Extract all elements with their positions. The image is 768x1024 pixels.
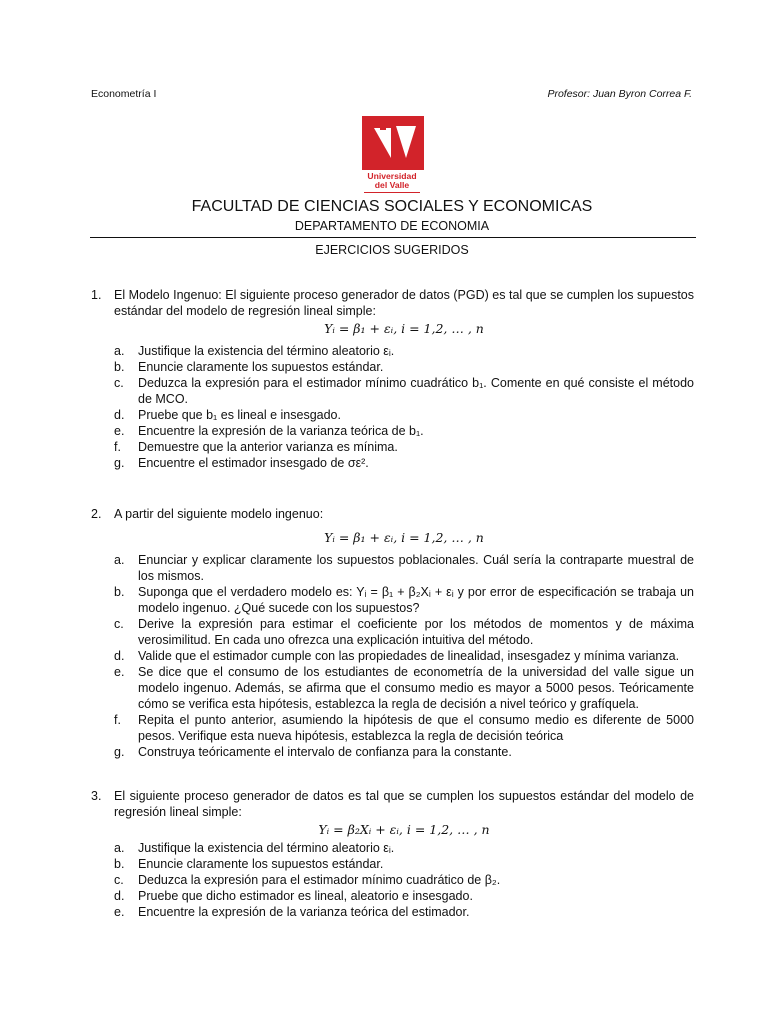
question-equation: Yᵢ = β₁ + εᵢ, i = 1,2, … , n bbox=[324, 530, 484, 545]
item-text: Deduzca la expresión para el estimador mínimo cuadrático de β₂. bbox=[138, 873, 501, 887]
item-text: Suponga que el verdadero modelo es: Yᵢ = β₁ + β₂Xᵢ + εᵢ y por error de especificación se trabaja un modelo ingenuo. ¿Qué sucede con los supuestos? bbox=[138, 585, 694, 615]
list-item bbox=[114, 407, 694, 423]
item-text: Justifique la existencia del término aleatorio εᵢ. bbox=[138, 344, 395, 358]
list-item bbox=[114, 616, 694, 648]
item-text: Demuestre que la anterior varianza es mínima. bbox=[138, 440, 398, 454]
list-item bbox=[114, 712, 694, 744]
item-text: Enunciar y explicar claramente los supuestos poblacionales. Cuál sería la contraparte muestral de los mismos. bbox=[138, 553, 694, 583]
list-item bbox=[114, 584, 694, 616]
question-number: 2. bbox=[91, 507, 102, 521]
list-item bbox=[114, 904, 694, 920]
item-letter: c. bbox=[114, 873, 124, 887]
item-text: Pruebe que b₁ es lineal e insesgado. bbox=[138, 408, 341, 422]
list-item bbox=[114, 648, 694, 664]
logo-wordmark bbox=[352, 172, 432, 193]
logo-line-1: Universidad bbox=[367, 171, 417, 181]
title-divider bbox=[90, 237, 696, 238]
item-text: Encuentre el estimador insesgado de σε². bbox=[138, 456, 369, 470]
list-item bbox=[114, 856, 694, 872]
item-text: Enuncie claramente los supuestos estándar. bbox=[138, 360, 384, 374]
item-letter: a. bbox=[114, 344, 125, 358]
logo-underline bbox=[364, 192, 420, 193]
question-equation: Yᵢ = β₂Xᵢ + εᵢ, i = 1,2, … , n bbox=[318, 822, 490, 837]
question-number: 3. bbox=[91, 789, 102, 803]
list-item bbox=[114, 455, 694, 471]
faculty-title: FACULTAD DE CIENCIAS SOCIALES Y ECONOMICAS bbox=[191, 198, 593, 215]
item-text: Deduzca la expresión para el estimador mínimo cuadrático b₁. Comente en qué consiste el método de MCO. bbox=[138, 376, 694, 406]
item-text: Enuncie claramente los supuestos estándar. bbox=[138, 857, 384, 871]
logo-line-2: del Valle bbox=[374, 180, 410, 190]
question-1 bbox=[91, 287, 694, 471]
item-text: Encuentre la expresión de la varianza teórica de b₁. bbox=[138, 424, 424, 438]
item-letter: b. bbox=[114, 360, 125, 374]
item-letter: b. bbox=[114, 857, 125, 871]
item-letter: e. bbox=[114, 905, 125, 919]
item-letter: c. bbox=[114, 617, 124, 631]
sub-item-list bbox=[114, 552, 694, 760]
item-text: Se dice que el consumo de los estudiantes de econometría de la universidad del valle sigue un modelo ingenuo. Además, se afirma que el consumo medio es mayor a 5000 pesos. Teóricamente cómo se verifica esta hipótesis, establezca la regla de decisión a nivel teórico y grafíquela. bbox=[138, 665, 694, 711]
item-text: Derive la expresión para estimar el coeficiente por los métodos de momentos y de máxima verosimilitud. En cada uno ofrezca una explicación intuitiva del método. bbox=[138, 617, 694, 647]
list-item bbox=[114, 439, 694, 455]
question-text: El siguiente proceso generador de datos es tal que se cumplen los supuestos estándar del modelo de regresión lineal simple: bbox=[114, 789, 694, 819]
item-text: Encuentre la expresión de la varianza teórica del estimador. bbox=[138, 905, 470, 919]
item-text: Pruebe que dicho estimador es lineal, aleatorio e insesgado. bbox=[138, 889, 473, 903]
question-3 bbox=[91, 788, 694, 920]
item-text: Repita el punto anterior, asumiendo la hipótesis de que el consumo medio es diferente de 5000 pesos. Verifique esta nueva hipótesis, establezca la regla de decisión teórica bbox=[138, 713, 694, 743]
item-letter: c. bbox=[114, 376, 124, 390]
list-item bbox=[114, 888, 694, 904]
item-letter: a. bbox=[114, 841, 125, 855]
list-item bbox=[114, 552, 694, 584]
list-item bbox=[114, 872, 694, 888]
item-letter: d. bbox=[114, 408, 125, 422]
question-text: A partir del siguiente modelo ingenuo: bbox=[114, 507, 324, 521]
item-letter: f. bbox=[114, 713, 121, 727]
sub-item-list bbox=[114, 343, 694, 471]
list-item bbox=[114, 840, 694, 856]
question-equation: Yᵢ = β₁ + εᵢ, i = 1,2, … , n bbox=[324, 321, 484, 336]
list-item bbox=[114, 343, 694, 359]
item-letter: f. bbox=[114, 440, 121, 454]
course-name: Econometría I bbox=[91, 88, 157, 100]
item-letter: g. bbox=[114, 745, 125, 759]
item-text: Valide que el estimador cumple con las propiedades de linealidad, insesgadez y mínima varianza. bbox=[138, 649, 680, 663]
item-letter: d. bbox=[114, 649, 125, 663]
item-text: Construya teóricamente el intervalo de confianza para la constante. bbox=[138, 745, 512, 759]
list-item bbox=[114, 359, 694, 375]
list-item bbox=[114, 744, 694, 760]
list-item bbox=[114, 375, 694, 407]
item-letter: e. bbox=[114, 665, 125, 679]
department-title: DEPARTAMENTO DE ECONOMIA bbox=[294, 219, 490, 233]
sub-item-list bbox=[114, 840, 694, 920]
item-text: Justifique la existencia del término aleatorio εᵢ. bbox=[138, 841, 395, 855]
item-letter: g. bbox=[114, 456, 125, 470]
question-2 bbox=[91, 506, 694, 760]
item-letter: b. bbox=[114, 585, 125, 599]
section-title: EJERCICIOS SUGERIDOS bbox=[315, 243, 469, 257]
item-letter: d. bbox=[114, 889, 125, 903]
list-item bbox=[114, 664, 694, 712]
question-text: El Modelo Ingenuo: El siguiente proceso generador de datos (PGD) es tal que se cumplen los supuestos estándar del modelo de regresión lineal simple: bbox=[114, 288, 694, 318]
professor-name: Profesor: Juan Byron Correa F. bbox=[547, 88, 692, 100]
item-letter: e. bbox=[114, 424, 125, 438]
item-letter: a. bbox=[114, 553, 125, 567]
list-item bbox=[114, 423, 694, 439]
question-number: 1. bbox=[91, 288, 102, 302]
